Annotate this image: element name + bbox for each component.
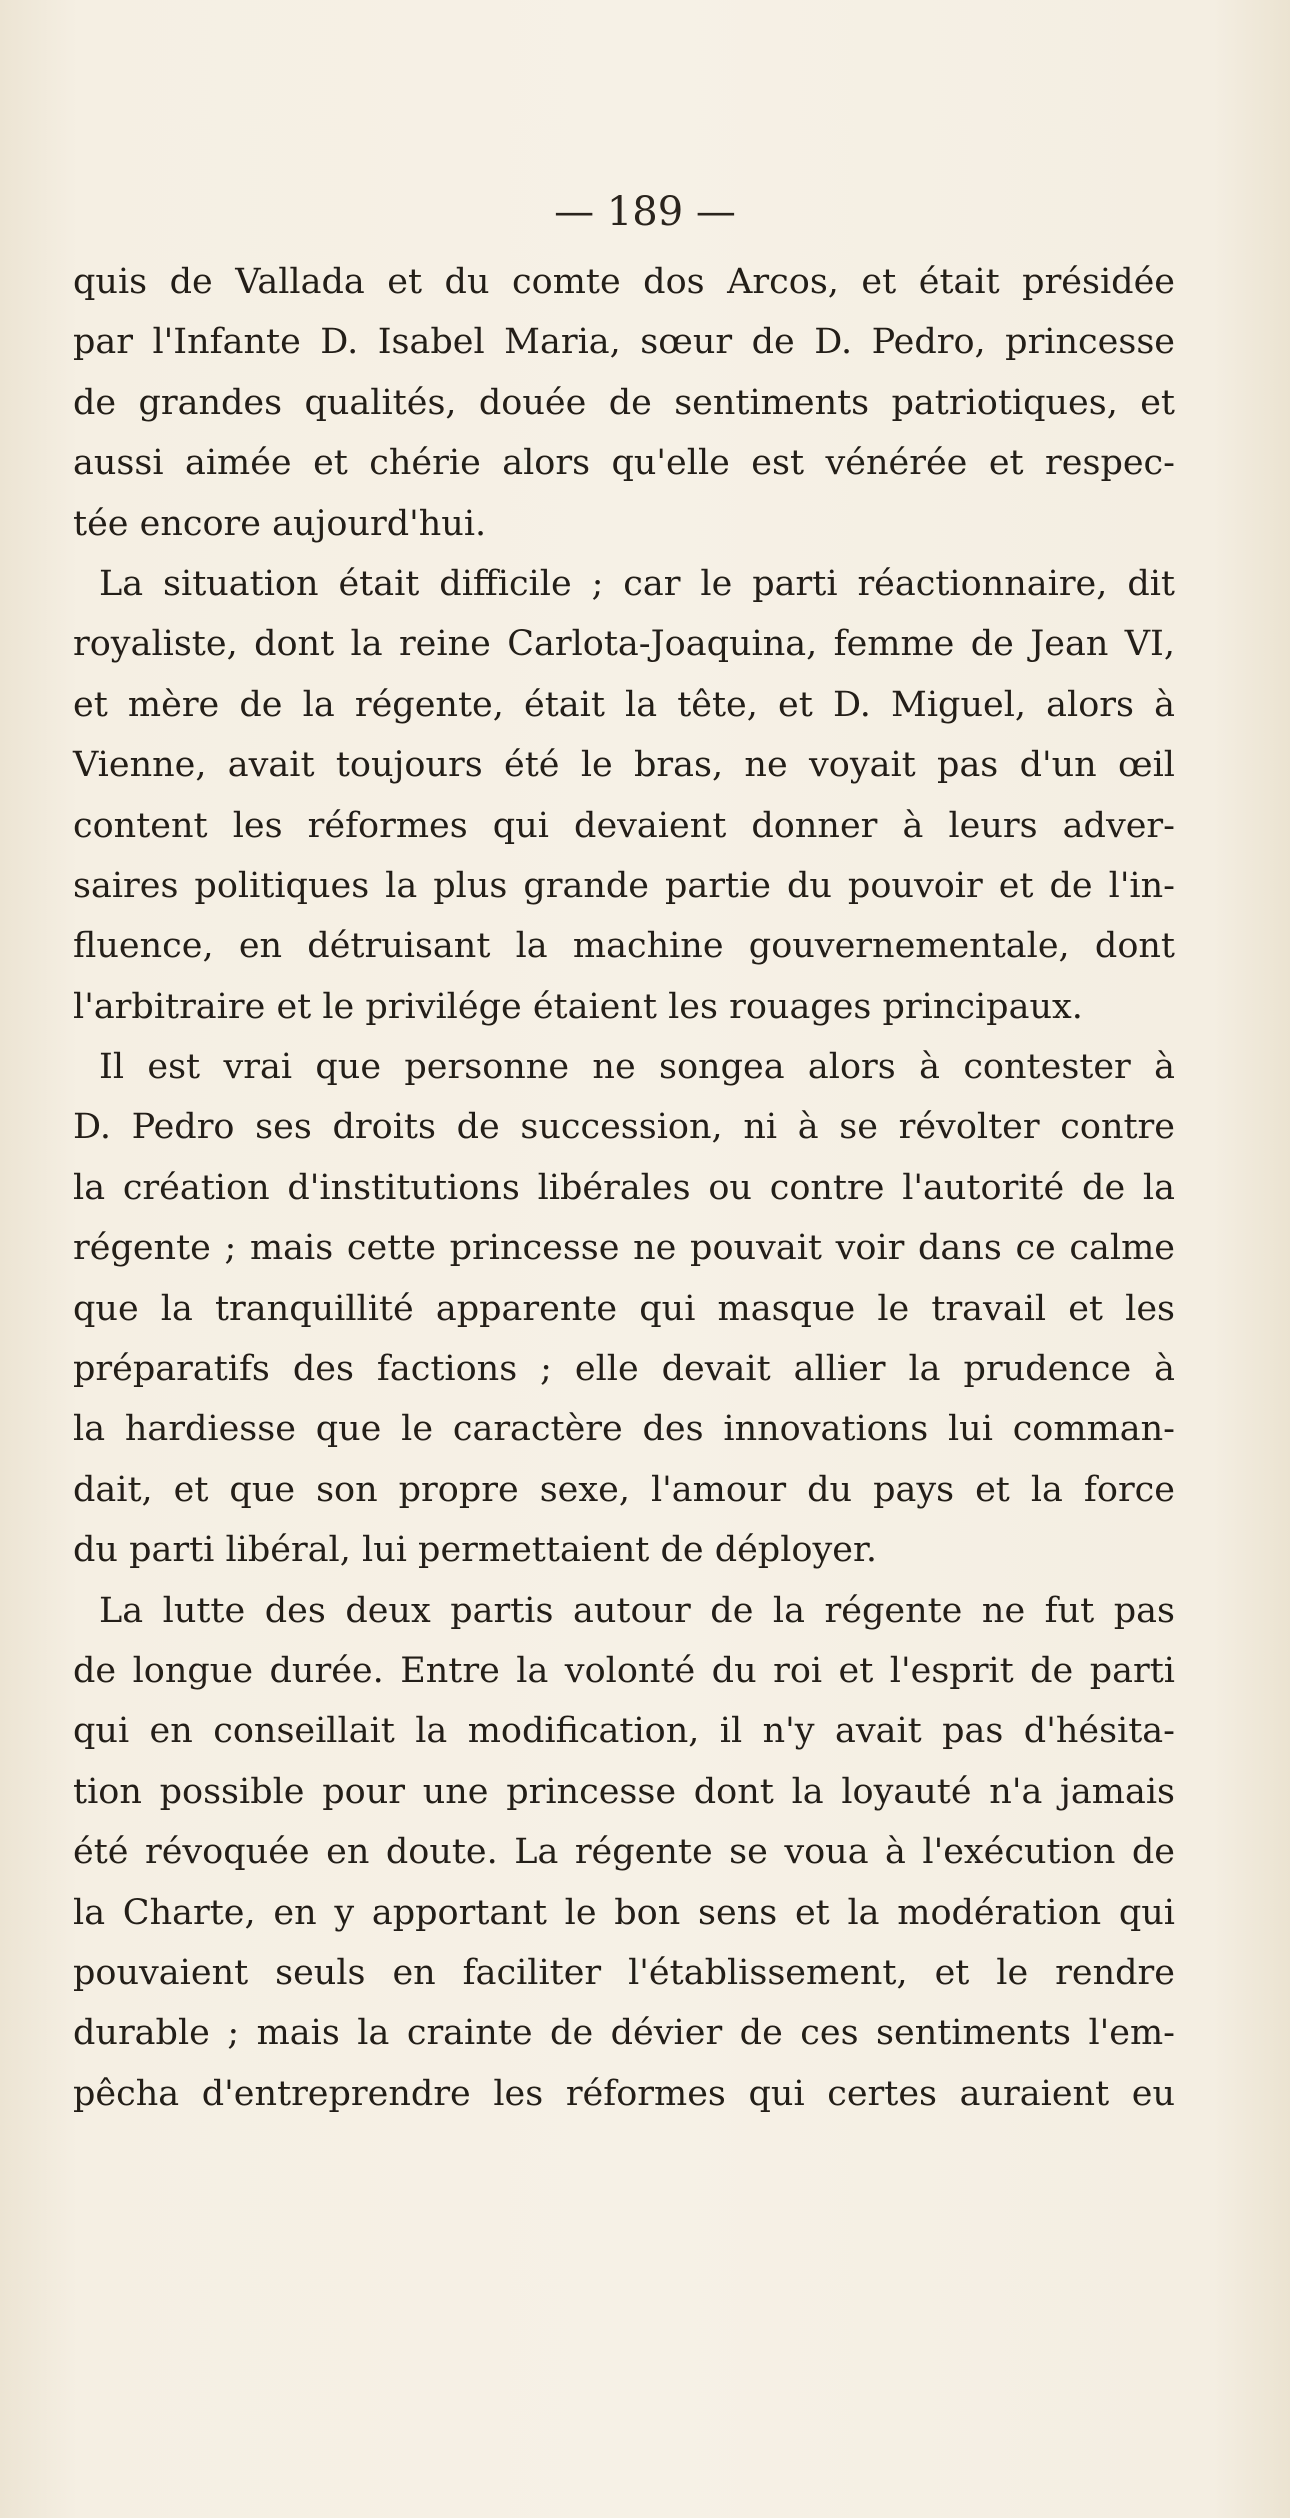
text-line: saires politiques la plus grande partie du pouvoir et de l'in- — [73, 865, 1175, 906]
text-line: la Charte, en y apportant le bon sens et la modération qui — [73, 1892, 1175, 1933]
text-line: la hardiesse que le caractère des innovations lui comman- — [73, 1409, 1175, 1450]
page-number: — 189 — — [554, 189, 736, 235]
text-line: préparatifs des factions ; elle devait allier la prudence à — [73, 1349, 1175, 1390]
text-line: aussi aimée et chérie alors qu'elle est vénérée et respec- — [73, 443, 1175, 484]
text-line: La lutte des deux partis autour de la régente ne fut pas — [99, 1590, 1175, 1631]
text-line: qui en conseillait la modification, il n'y avait pas d'hésita- — [73, 1711, 1175, 1752]
text-line: dait, et que son propre sexe, l'amour du pays et la force — [73, 1469, 1175, 1510]
text-line: D. Pedro ses droits de succession, ni à se révolter contre — [73, 1107, 1175, 1148]
text-line: quis de Vallada et du comte dos Arcos, et était présidée — [73, 262, 1175, 302]
text-line: et mère de la régente, était la tête, et D. Miguel, alors à — [73, 684, 1175, 725]
text-line: Il est vrai que personne ne songea alors à contester à — [99, 1047, 1175, 1088]
text-line: Vienne, avait toujours été le bras, ne voyait pas d'un œil — [73, 745, 1175, 786]
text-line: régente ; mais cette princesse ne pouvait voir dans ce calme — [73, 1228, 1175, 1269]
text-line: royaliste, dont la reine Carlota-Joaquina, femme de Jean VI, — [73, 624, 1175, 665]
text-line: pêcha d'entreprendre les réformes qui certes auraient eu — [73, 2073, 1175, 2114]
text-line: du parti libéral, lui permettaient de déployer. — [73, 1530, 877, 1571]
text-line: de grandes qualités, douée de sentiments patriotiques, et — [73, 382, 1175, 423]
text-line: fluence, en détruisant la machine gouvernementale, dont — [73, 926, 1175, 967]
text-line: durable ; mais la crainte de dévier de ces sentiments l'em- — [73, 2013, 1175, 2054]
text-line: par l'Infante D. Isabel Maria, sœur de D. Pedro, princesse — [73, 322, 1175, 363]
body-text — [73, 252, 1175, 2124]
text-line: tion possible pour une princesse dont la loyauté n'a jamais — [73, 1771, 1175, 1812]
text-line: l'arbitraire et le privilége étaient les rouages principaux. — [73, 986, 1083, 1027]
text-line: content les réformes qui devaient donner à leurs adver- — [73, 805, 1175, 846]
text-line: que la tranquillité apparente qui masque le travail et les — [73, 1288, 1175, 1329]
text-line: pouvaient seuls en faciliter l'établissement, et le rendre — [73, 1952, 1175, 1993]
text-line: La situation était difficile ; car le parti réactionnaire, dit — [99, 563, 1175, 604]
text-line: de longue durée. Entre la volonté du roi et l'esprit de parti — [73, 1650, 1175, 1691]
text-line: été révoquée en doute. La régente se voua à l'exécution de — [73, 1832, 1175, 1873]
text-line: la création d'institutions libérales ou contre l'autorité de la — [73, 1167, 1175, 1208]
text-line: tée encore aujourd'hui. — [73, 503, 487, 544]
